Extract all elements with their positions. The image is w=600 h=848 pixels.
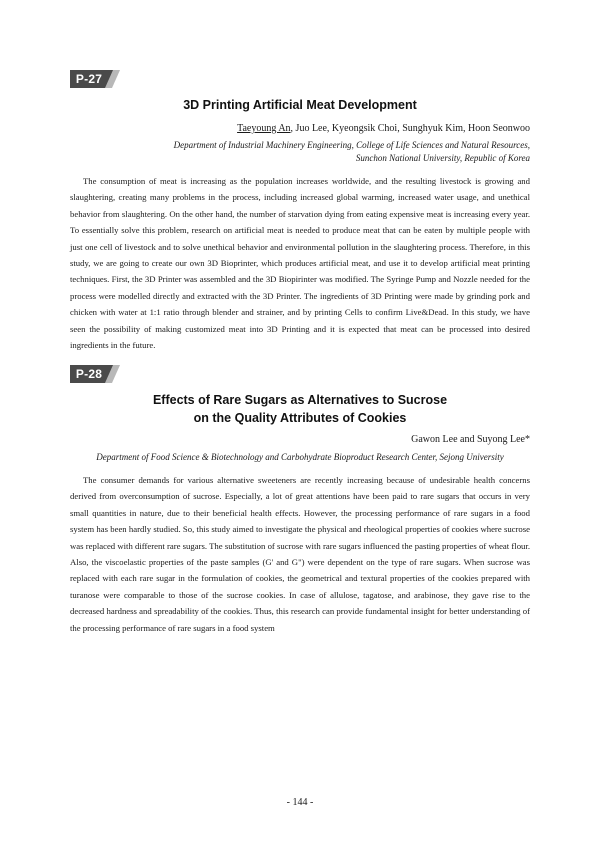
abstract-code: P-27 bbox=[75, 72, 103, 86]
abstract-title-line: 3D Printing Artificial Meat Development bbox=[183, 98, 417, 112]
abstract-title bbox=[70, 96, 530, 114]
page-number: - 144 - bbox=[286, 797, 314, 808]
author-list bbox=[237, 122, 530, 135]
affiliation-line: Department of Food Science & Biotechnology and Carbohydrate Bioproduct Research Center, Sejong University bbox=[96, 452, 504, 462]
abstract-code-badge bbox=[70, 70, 120, 88]
abstract-body: The consumption of meat is increasing as the population increases worldwide, and the resulting livestock is growing and slaughtering, creating many problems in the process, including increased global warming, increased water usage, and unethical behavior from slaughtering. On the other hand, the number of starvation dying from eating expensive meat is increasing every year. To essentially solve this problem, research on artificial meat is needed to produce meat that can be eaten by multiple people with just one cell of livestock and to solve unethical behavior and environmental pollution in the slaughtering process. Therefore, in this study, we are going to create our own 3D Bioprinter, which produces artificial meat, and use it to develop artificial meat printing techniques. First, the 3D Printer was assembled and the 3D Biopirinter was modified. The Syringe Pump and Nozzle needed for the process were modelled directly and extracted with the 3D Printer. The ingredients of 3D Printing were made by grinding pork and chicken with water at 1:1 ratio through blender and strainer, and by printing Cells to confirm Live&Dead. In this study, we have seen the possibility of making customized meat into 3D Printing and it is expected that meat can be processed into desired ingredients in the future. bbox=[70, 176, 530, 351]
author-list bbox=[411, 433, 530, 446]
abstract-body: The consumer demands for various alternative sweeteners are recently increasing because of undesirable health concerns derived from overconsumption of sucrose. Especially, a lot of great attentions have been paid to rare sugars that occurs in very small quantities in nature, due to their beneficial health effects. However, the processing performance of rare sugars in a food system has been hardly studied. So, this study aimed to investigate the physical and rheological properties of cookies where sucrose was replaced with different rare sugars. The substitution of sucrose with rare sugars influenced the pasting properties of wheat flour. Also, the viscoelastic properties of the paste samples (G' and G") were dependent on the type of rare sugars. When sucrose was replaced with each rare sugar in the formulation of cookies, the geometrical and textural properties of the cookies prepared with turanose were comparable to those of the sucrose cookies. In case of allulose, tagatose, and arabinose, they gave rise to the decreased hardness and spreadability of the cookies. Thus, this research can provide fundamental insight for better understanding of the processing performance of rare sugars in a food system bbox=[70, 475, 530, 633]
abstract-title-line: on the Quality Attributes of Cookies bbox=[193, 411, 407, 425]
abstract-title-line: Effects of Rare Sugars as Alternatives to Sucrose bbox=[152, 393, 448, 407]
co-authors: Gawon Lee and Suyong Lee* bbox=[411, 434, 530, 445]
abstract-code-badge bbox=[70, 365, 120, 383]
affiliation-line: Sunchon National University, Republic of Korea bbox=[355, 153, 530, 163]
abstract-code: P-28 bbox=[75, 367, 103, 381]
co-authors: , Juo Lee, Kyeongsik Choi, Sunghyuk Kim, Hoon Seonwoo bbox=[290, 123, 530, 134]
presenting-author: Taeyoung An bbox=[237, 123, 291, 134]
abstract-title bbox=[70, 391, 530, 427]
affiliation-line: Department of Industrial Machinery Engineering, College of Life Sciences and Natural Resources, bbox=[173, 140, 530, 150]
